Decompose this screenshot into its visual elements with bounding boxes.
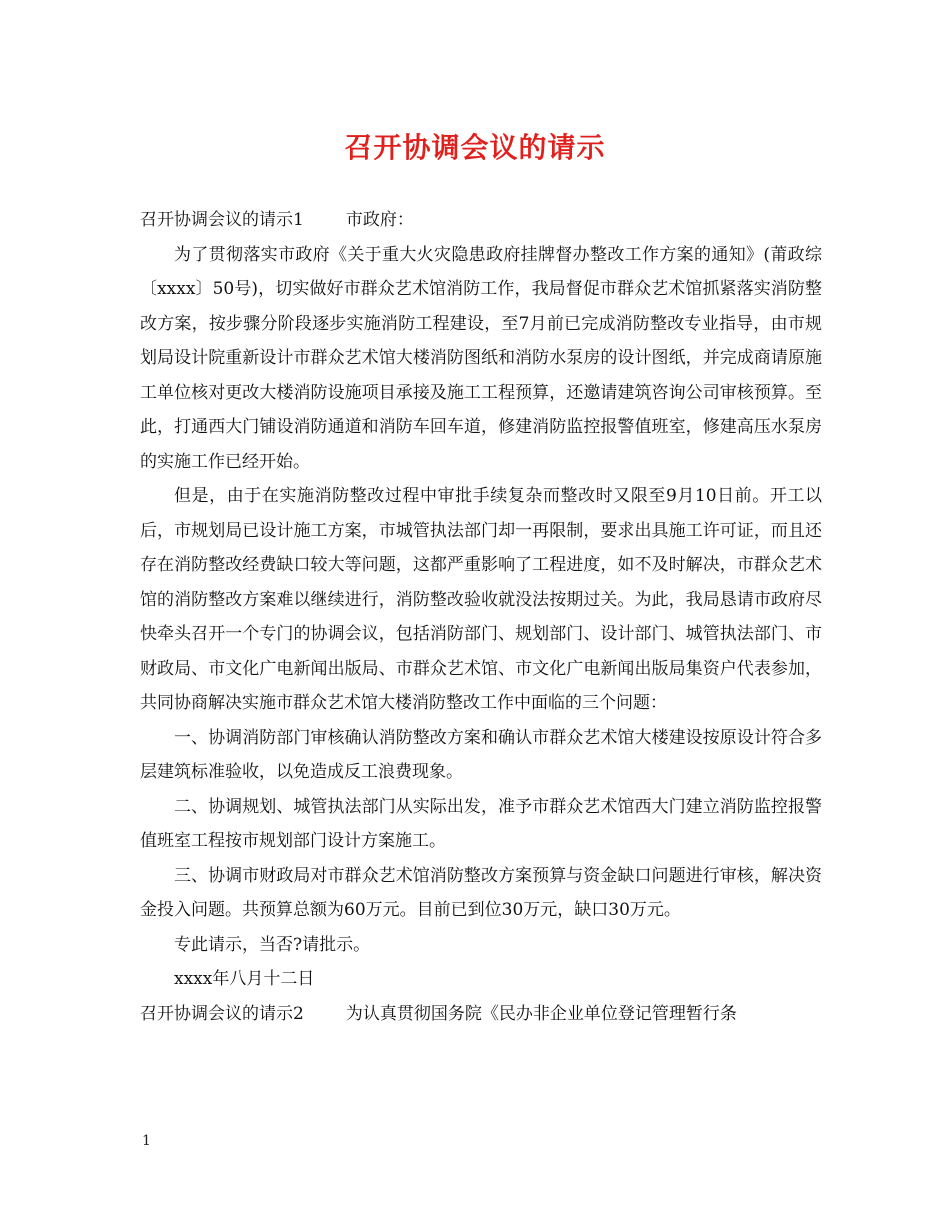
paragraph-2: 但是，由于在实施消防整改过程中审批手续复杂而整改时又限至9月10日前。开工以后，市规划局已设计施工方案，市城管执法部门却一再限制，要求出具施工许可证，而且还存在消防整改经费缺口较大等问题，这都严重影响了工程进度，如不及时解决，市群众艺术馆的消防整改方案难以继续进行，消防整改验收就没法按期过关。为此，我局恳请市政府尽快牵头召开一个专门的协调会议，包括消防部门、规划部门、设计部门、城管执法部门、市财政局、市文化广电新闻出版局、市群众艺术馆、市文化广电新闻出版局集资户代表参加，共同协商解决实施市群众艺术馆大楼消防整改工作中面临的三个问题： [140,486,822,713]
closing-line: 专此请示，当否?请批示。 [174,934,371,955]
section-2-start: 为认真贯彻国务院《民办非企业单位登记管理暂行条 [345,1003,737,1024]
paragraph-1: 为了贯彻落实市政府《关于重大火灾隐患政府挂牌督办整改工作方案的通知》(莆政综〔xxxx〕50号)，切实做好市群众艺术馆消防工作，我局督促市群众艺术馆抓紧落实消防整改方案，按步骤分阶段逐步实施消防工程建设，至7月前已完成消防整改专业指导，由市规划局设计院重新设计市群众艺术馆大楼消防图纸和消防水泵房的设计图纸，并完成商请原施工单位核对更改大楼消防设施项目承接及施工工程预算，还邀请建筑咨询公司审核预算。至此，打通西大门铺设消防通道和消防车回车道，修建消防监控报警值班室，修建高压水泵房的实施工作已经开始。 [140,244,822,472]
item-3: 三、协调市财政局对市群众艺术馆消防整改方案预算与资金缺口问题进行审核，解决资金投入问题。共预算总额为60万元。目前已到位30万元，缺口30万元。 [140,865,822,920]
item-1: 一、协调消防部门审核确认消防整改方案和确认市群众艺术馆大楼建设按原设计符合多层建筑标准验收，以免造成反工浪费现象。 [140,727,822,782]
section-2-heading: 召开协调会议的请示2 [140,1003,304,1024]
section-1-heading: 召开协调会议的请示1 [140,210,304,230]
section-2-heading-line [140,997,822,1032]
item-2: 二、协调规划、城管执法部门从实际出发，准予市群众艺术馆西大门建立消防监控报警值班室工程按市规划部门设计方案施工。 [140,796,822,851]
section-1-heading-line [140,203,822,238]
date-line: xxxx年八月十二日 [174,969,315,989]
addressee: 市政府： [345,210,414,230]
document-body [140,203,822,1031]
page-number: 1 [142,1133,151,1149]
document-title: 召开协调会议的请示 [344,131,606,164]
